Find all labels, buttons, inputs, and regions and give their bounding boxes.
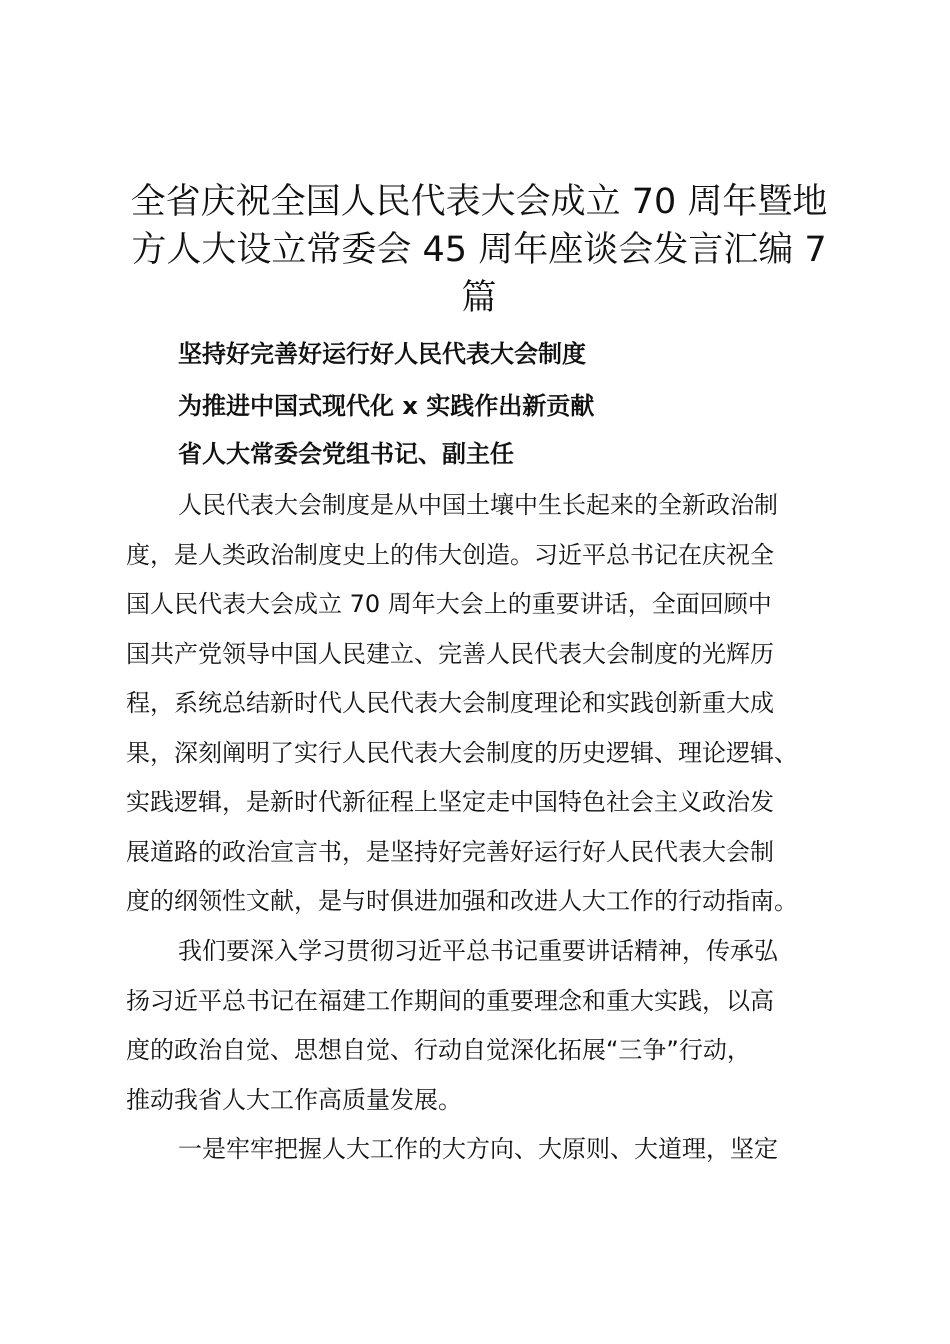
paragraph-line: 度的纲领性文献，是与时俱进加强和改进人大工作的行动指南。 <box>126 887 798 915</box>
speech-heading-line-1: 坚持好完善好运行好人民代表大会制度 <box>178 340 586 368</box>
paragraph-line: 度，是人类政治制度史上的伟大创造。习近平总书记在庆祝全 <box>126 540 774 569</box>
paragraph-line: 推动我省人大工作高质量发展。 <box>126 1085 462 1114</box>
paragraph-line: 度的政治自觉、思想自觉、行动自觉深化拓展“三争”行动， <box>126 1036 751 1064</box>
paragraph-line: 国共产党领导中国人民建立、完善人民代表大会制度的光辉历 <box>126 639 774 668</box>
body-paragraph-3 <box>126 1125 846 1175</box>
paragraph-line: 果，深刻阐明了实行人民代表大会制度的历史逻辑、理论逻辑、 <box>126 738 798 767</box>
title-line: 全省庆祝全国人民代表大会成立 70 周年暨地 <box>130 182 828 222</box>
document-title <box>118 178 840 322</box>
speaker-title: 省人大常委会党组书记、副主任 <box>178 440 514 468</box>
paragraph-line: 展道路的政治宣言书，是坚持好完善好运行好人民代表大会制 <box>126 837 774 866</box>
paragraph-line: 人民代表大会制度是从中国土壤中生长起来的全新政治制 <box>178 491 778 519</box>
title-line: 方人大设立常委会 45 周年座谈会发言汇编 7 <box>131 230 827 270</box>
title-line: 篇 <box>461 278 497 318</box>
paragraph-line: 程，系统总结新时代人民代表大会制度理论和实践创新重大成 <box>126 689 774 717</box>
paragraph-line: 国人民代表大会成立 70 周年大会上的重要讲话，全面回顾中 <box>126 590 772 618</box>
paragraph-line: 实践逻辑，是新时代新征程上坚定走中国特色社会主义政治发 <box>126 788 774 816</box>
body-paragraph-1 <box>126 481 846 927</box>
body-paragraph-2 <box>126 927 846 1125</box>
paragraph-line: 扬习近平总书记在福建工作期间的重要理念和重大实践，以高 <box>126 986 774 1015</box>
paragraph-line: 一是牢牢把握人大工作的大方向、大原则、大道理，坚定 <box>178 1135 778 1163</box>
paragraph-line: 我们要深入学习贯彻习近平总书记重要讲话精神，传承弘 <box>178 937 778 965</box>
speech-heading-line-2: 为推进中国式现代化 x 实践作出新贡献 <box>178 392 595 420</box>
